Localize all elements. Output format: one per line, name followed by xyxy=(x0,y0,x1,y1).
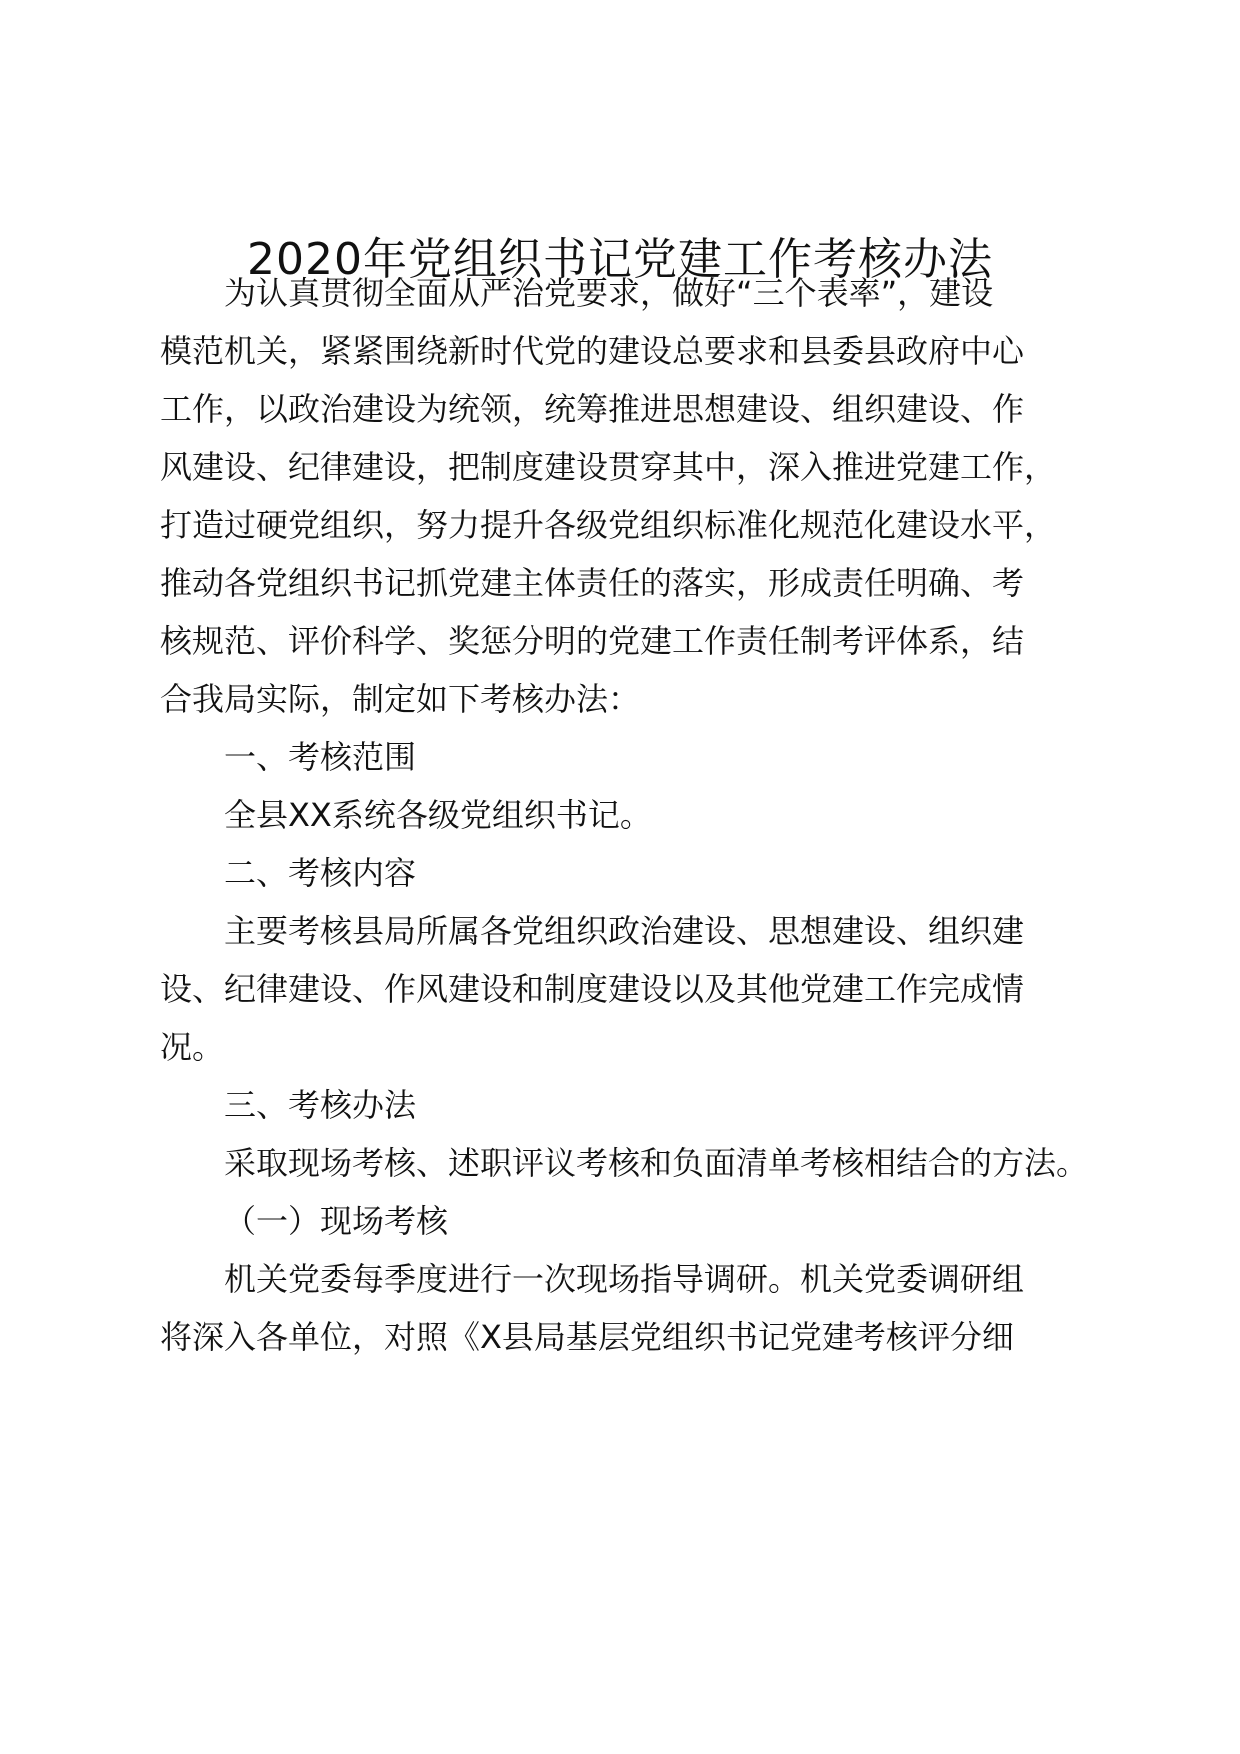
section-heading-method: 三、考核办法 xyxy=(224,1086,417,1124)
paragraph-line: 将深入各单位，对照《X县局基层党组织书记党建考核评分细 xyxy=(160,1318,1014,1356)
paragraph-line: 合我局实际，制定如下考核办法： xyxy=(160,680,641,718)
paragraph-line: 推动各党组织书记抓党建主体责任的落实，形成责任明确、考 xyxy=(160,564,1025,602)
paragraph-line: 设、纪律建设、作风建设和制度建设以及其他党建工作完成情 xyxy=(160,970,1025,1008)
paragraph-line: 采取现场考核、述职评议考核和负面清单考核相结合的方法。 xyxy=(224,1144,1089,1182)
paragraph-line: 核规范、评价科学、奖惩分明的党建工作责任制考评体系，结 xyxy=(160,622,1025,660)
subsection-heading-onsite: （一）现场考核 xyxy=(224,1202,449,1240)
section-heading-content: 二、考核内容 xyxy=(224,854,417,892)
paragraph-line: 为认真贯彻全面从严治党要求，做好“三个表率”，建设 xyxy=(224,274,994,312)
paragraph-line: 打造过硬党组织，努力提升各级党组织标准化规范化建设水平， xyxy=(160,506,1057,544)
paragraph-line: 主要考核县局所属各党组织政治建设、思想建设、组织建 xyxy=(224,912,1025,950)
paragraph-line: 况。 xyxy=(160,1028,225,1066)
section-heading-scope: 一、考核范围 xyxy=(224,738,417,776)
paragraph-line: 模范机关，紧紧围绕新时代党的建设总要求和县委县政府中心 xyxy=(160,332,1025,370)
paragraph-line: 工作，以政治建设为统领，统筹推进思想建设、组织建设、作 xyxy=(160,390,1025,428)
paragraph-line: 机关党委每季度进行一次现场指导调研。机关党委调研组 xyxy=(224,1260,1025,1298)
paragraph-line: 全县XX系统各级党组织书记。 xyxy=(224,796,652,834)
document-title: 2020年党组织书记党建工作考核办法 xyxy=(247,234,993,285)
paragraph-line: 风建设、纪律建设，把制度建设贯穿其中，深入推进党建工作， xyxy=(160,448,1057,486)
